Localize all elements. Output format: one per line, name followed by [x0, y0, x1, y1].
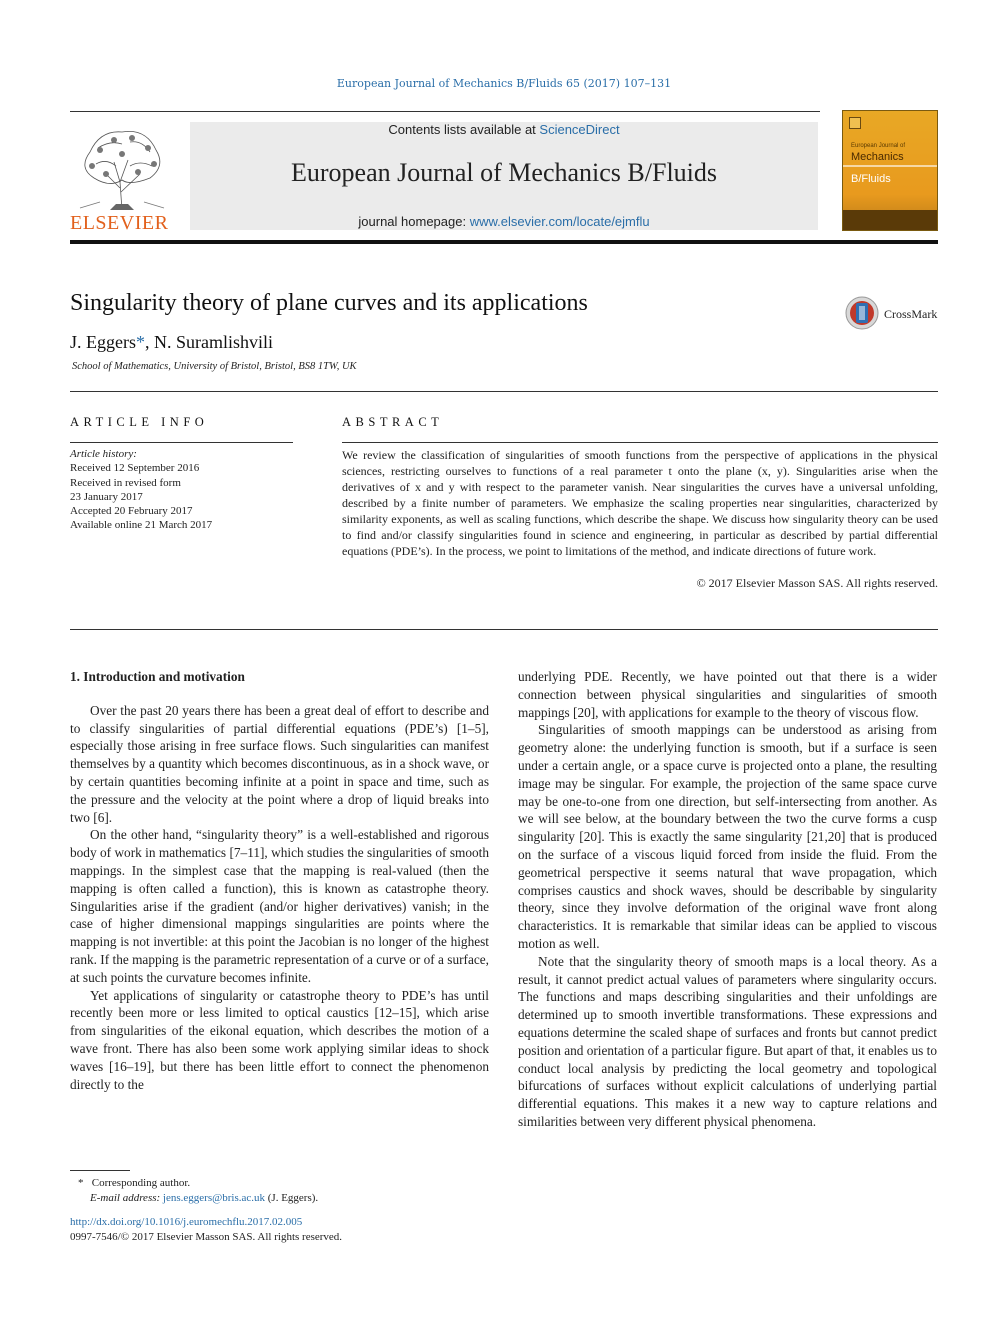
contents-line: [190, 122, 818, 137]
email-suffix: (J. Eggers).: [265, 1192, 319, 1204]
cover-title-line3: B/Fluids: [851, 173, 891, 185]
cover-logo-icon: [849, 117, 861, 129]
article-history: [70, 447, 212, 533]
affiliation-rule: [70, 391, 938, 392]
footnote-email-line: [78, 1191, 318, 1206]
journal-citation-link[interactable]: European Journal of Mechanics B/Fluids 65 (2017) 107–131: [336, 77, 672, 90]
author-eggers: J. Eggers: [70, 332, 136, 352]
paragraph: On the other hand, “singularity theory” is a well-established and rigorous body of work in mathematics [7–11], which studies the singularities of smooth mappings. In the simplest case that the mapping is real-valued (then the mapping is often called a function), this is known as catastrophe theory. Singularities arise if the gradient (and/or higher derivatives) vanish; in the case of higher dimensional mappings singularities are points where the mapping is not invertible: at this point the Jacobian is no longer of the highest rank. If the mapping is the parametric representation of a curve or of a surface, at such points the curvature becomes infinite.: [70, 827, 489, 985]
header-bottom-rule: [70, 240, 938, 244]
author-list: [70, 332, 273, 353]
body-column-left: [70, 668, 489, 1093]
elsevier-wordmark: ELSEVIER: [70, 212, 169, 234]
homepage-prefix: journal homepage:: [358, 214, 470, 229]
paragraph: Singularities of smooth mappings can be understood as arising from geometry alone: the underlying function is smooth, but if a surface is seen under a certain angle, or a space curve is projected onto a plane, the resulting image may be singular. For example, the projection of the same space curve may be one-to-one from one direction, but self-intersecting from another. As we will see below, at the boundary between the two the curve forms a cusp singularity [20]. This is exactly the same singularity [21,20] that is produced on the surface of a viscous liquid forced from inside the fluid. From the geometrical perspective it seems natural that wave propagation, which comprises caustics and shock waves, should be describable by singularity theory, since they involve deformation of the original wave front along characteristics. It is remarkable that similar ideas can be applied to viscous motion as well.: [518, 722, 937, 951]
paragraph: Over the past 20 years there has been a great deal of effort to describe and to classify singularities of partial differential equations (PDE’s) [1–5], especially those arising in free surface flows. Such singularities can manifest themselves by a quantity which becomes discontinuous, as in a shock wave, or by certain quantities becoming infinite at a point in space and time, such as the pressure and the velocity at the point where a drop of liquid breaks into two [6].: [70, 702, 489, 825]
footnote: [78, 1176, 318, 1206]
article-info-heading: ARTICLE INFO: [70, 415, 209, 429]
footnote-corresponding-text: Corresponding author.: [91, 1177, 191, 1189]
crossmark-icon[interactable]: [844, 295, 884, 331]
abstract-rule: [342, 442, 938, 443]
paragraph: Note that the singularity theory of smooth maps is a local theory. As a result, it cannot predict actual values of parameters where singularity occurs. The functions and maps describing singularities and their unfoldings are determined up to smooth invertible transformations. These expressions and equations determine the scaled shape of surfaces and fronts but cannot predict position and orientation of a particular figure. But apart of that, it enables us to conduct local analysis by predicting the local geometry and topological bifurcations of surfaces without explicit calculations of underlying partial differential equations. This makes it a new way to capture relations and similarities between very different physical phenomena.: [518, 953, 937, 1129]
journal-title: European Journal of Mechanics B/Fluids: [290, 158, 718, 187]
header-top-rule: [70, 111, 820, 112]
cover-footer-band: [843, 210, 937, 230]
article-info-rule: [70, 442, 293, 443]
section-heading-introduction: 1. Introduction and motivation: [70, 669, 245, 684]
homepage-line: [190, 214, 818, 229]
history-label: Article history:: [70, 448, 137, 460]
history-accepted: Accepted 20 February 2017: [70, 505, 193, 518]
abstract-heading: ABSTRACT: [342, 415, 444, 429]
doi-link[interactable]: http://dx.doi.org/10.1016/j.euromechflu.2017.02.005: [70, 1216, 303, 1228]
paragraph: underlying PDE. Recently, we have pointed out that there is a wider connection between physical singularities and singularities of smooth mappings [20], with applications for example to the theory of viscous flow.: [518, 669, 937, 720]
issn-copyright: 0997-7546/© 2017 Elsevier Masson SAS. All rights reserved.: [70, 1231, 343, 1243]
article-title: Singularity theory of plane curves and its applications: [70, 290, 588, 316]
body-column-right: [518, 668, 937, 1131]
email-link[interactable]: jens.eggers@bris.ac.uk: [162, 1192, 265, 1204]
footnote-corresponding: [78, 1176, 318, 1191]
history-revised-date: 23 January 2017: [70, 490, 143, 503]
crossmark-label[interactable]: CrossMark: [884, 307, 938, 321]
footnote-mark: *: [78, 1177, 84, 1189]
cover-title-line1: European Journal of: [851, 143, 906, 149]
affiliation: School of Mathematics, University of Bristol, Bristol, BS8 1TW, UK: [72, 361, 357, 372]
contents-prefix: Contents lists available at: [388, 122, 540, 137]
paragraph: Yet applications of singularity or catastrophe theory to PDE’s has until recently been more or less limited to optical caustics [12–15], which arise from singularities of the eikonal equation, which describes the motion of a wave front. There has also been some work applying similar ideas to shock waves [16–19], but there has been little effort to connect the phenomenon directly to the: [70, 987, 489, 1092]
corresponding-author-mark[interactable]: *: [136, 332, 145, 352]
doi-block: [70, 1215, 342, 1245]
author-suramlishvili: , N. Suramlishvili: [145, 332, 274, 352]
journal-cover-thumbnail[interactable]: [842, 110, 938, 231]
cover-title-line2: Mechanics: [851, 151, 904, 163]
abstract-copyright: © 2017 Elsevier Masson SAS. All rights reserved.: [696, 576, 938, 590]
abstract-text: We review the classification of singularities of smooth functions from the perspective of applications in the physical sciences, restricting ourselves to functions of a real parameter t onto the plane (x, y). Singularities arise when the derivatives of x and y with respect to the parameter vanish. Near singularities the curves have a universal unfolding, described by a finite number of parameters. We emphasize the scaling properties near singularities, characterized by similarity exponents, as well as scaling functions, which describe the shape. We discuss how singularity theory can be used to find and/or classify singularities found in science and engineering, in particular as described by partial differential equations (PDE’s). In the process, we point to limitations of the method, and indicate directions of future work.: [342, 448, 938, 558]
cover-divider: [843, 165, 937, 167]
email-label: E-mail address:: [90, 1192, 163, 1204]
abstract-bottom-rule: [70, 629, 938, 630]
journal-homepage-link[interactable]: www.elsevier.com/locate/ejmflu: [469, 214, 650, 229]
journal-masthead: [190, 122, 818, 230]
sciencedirect-link[interactable]: ScienceDirect: [539, 122, 620, 137]
history-received: Received 12 September 2016: [70, 462, 200, 475]
footnote-rule: [70, 1170, 130, 1171]
history-revised-label: Received in revised form: [70, 476, 181, 489]
history-online: Available online 21 March 2017: [70, 519, 213, 532]
